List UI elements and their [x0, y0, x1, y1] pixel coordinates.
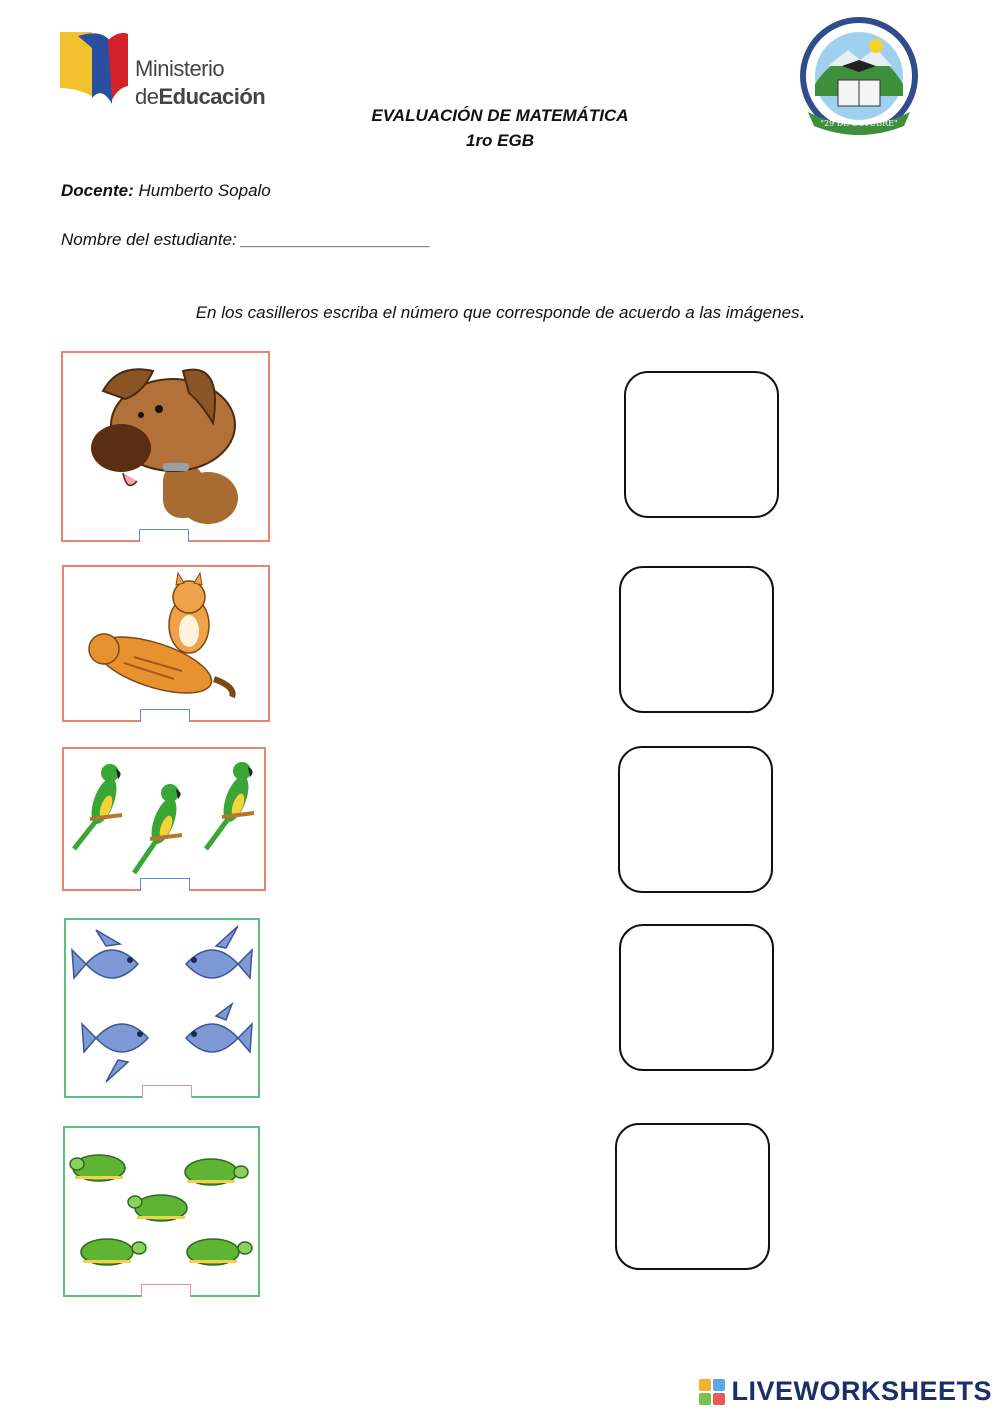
- answer-box[interactable]: [624, 371, 779, 518]
- card-tab: [139, 529, 189, 542]
- parrots-icon: [64, 749, 264, 889]
- student-name-blank: ____________________: [241, 230, 431, 249]
- ministry-logo: [58, 26, 266, 116]
- instruction: En los casilleros escriba el número que corresponde de acuerdo a las imágenes.: [195, 303, 805, 322]
- card-tab: [142, 1085, 192, 1098]
- flag-swoosh-icon: [58, 26, 138, 116]
- picture-card-parrots: [62, 747, 266, 891]
- seal-motto: "29 DE OCTUBRE": [820, 119, 898, 128]
- card-tab: [141, 1284, 191, 1297]
- answer-box[interactable]: [615, 1123, 770, 1270]
- picture-card-dog: [61, 351, 270, 542]
- picture-card-cats: [62, 565, 270, 722]
- answer-box[interactable]: [619, 566, 774, 713]
- student-label: Nombre del estudiante:: [61, 230, 237, 249]
- dog-icon: [63, 353, 268, 540]
- liveworksheets-logo-icon: [699, 1379, 725, 1405]
- card-tab: [140, 878, 190, 891]
- liveworksheets-watermark: [699, 1376, 992, 1407]
- teacher-line: [61, 181, 271, 201]
- brand-name: LIVEWORKSHEETS: [731, 1376, 992, 1406]
- teacher-name: Humberto Sopalo: [138, 181, 271, 200]
- picture-card-turtles: [63, 1126, 260, 1297]
- card-tab: [140, 709, 190, 722]
- student-name-line: [61, 230, 431, 250]
- answer-box[interactable]: [619, 924, 774, 1071]
- fish-icon: [66, 920, 258, 1096]
- teacher-label: Docente:: [61, 181, 134, 200]
- ministry-line-1: Ministerio: [135, 56, 225, 81]
- turtles-icon: [65, 1128, 258, 1295]
- page-subtitle: 1ro EGB: [465, 131, 535, 150]
- picture-card-fish: [64, 918, 260, 1098]
- answer-box[interactable]: [618, 746, 773, 893]
- cats-icon: [64, 567, 268, 720]
- page-title: EVALUACIÓN DE MATEMÁTICA: [371, 106, 629, 125]
- ministry-line-2: deEducación: [135, 84, 266, 109]
